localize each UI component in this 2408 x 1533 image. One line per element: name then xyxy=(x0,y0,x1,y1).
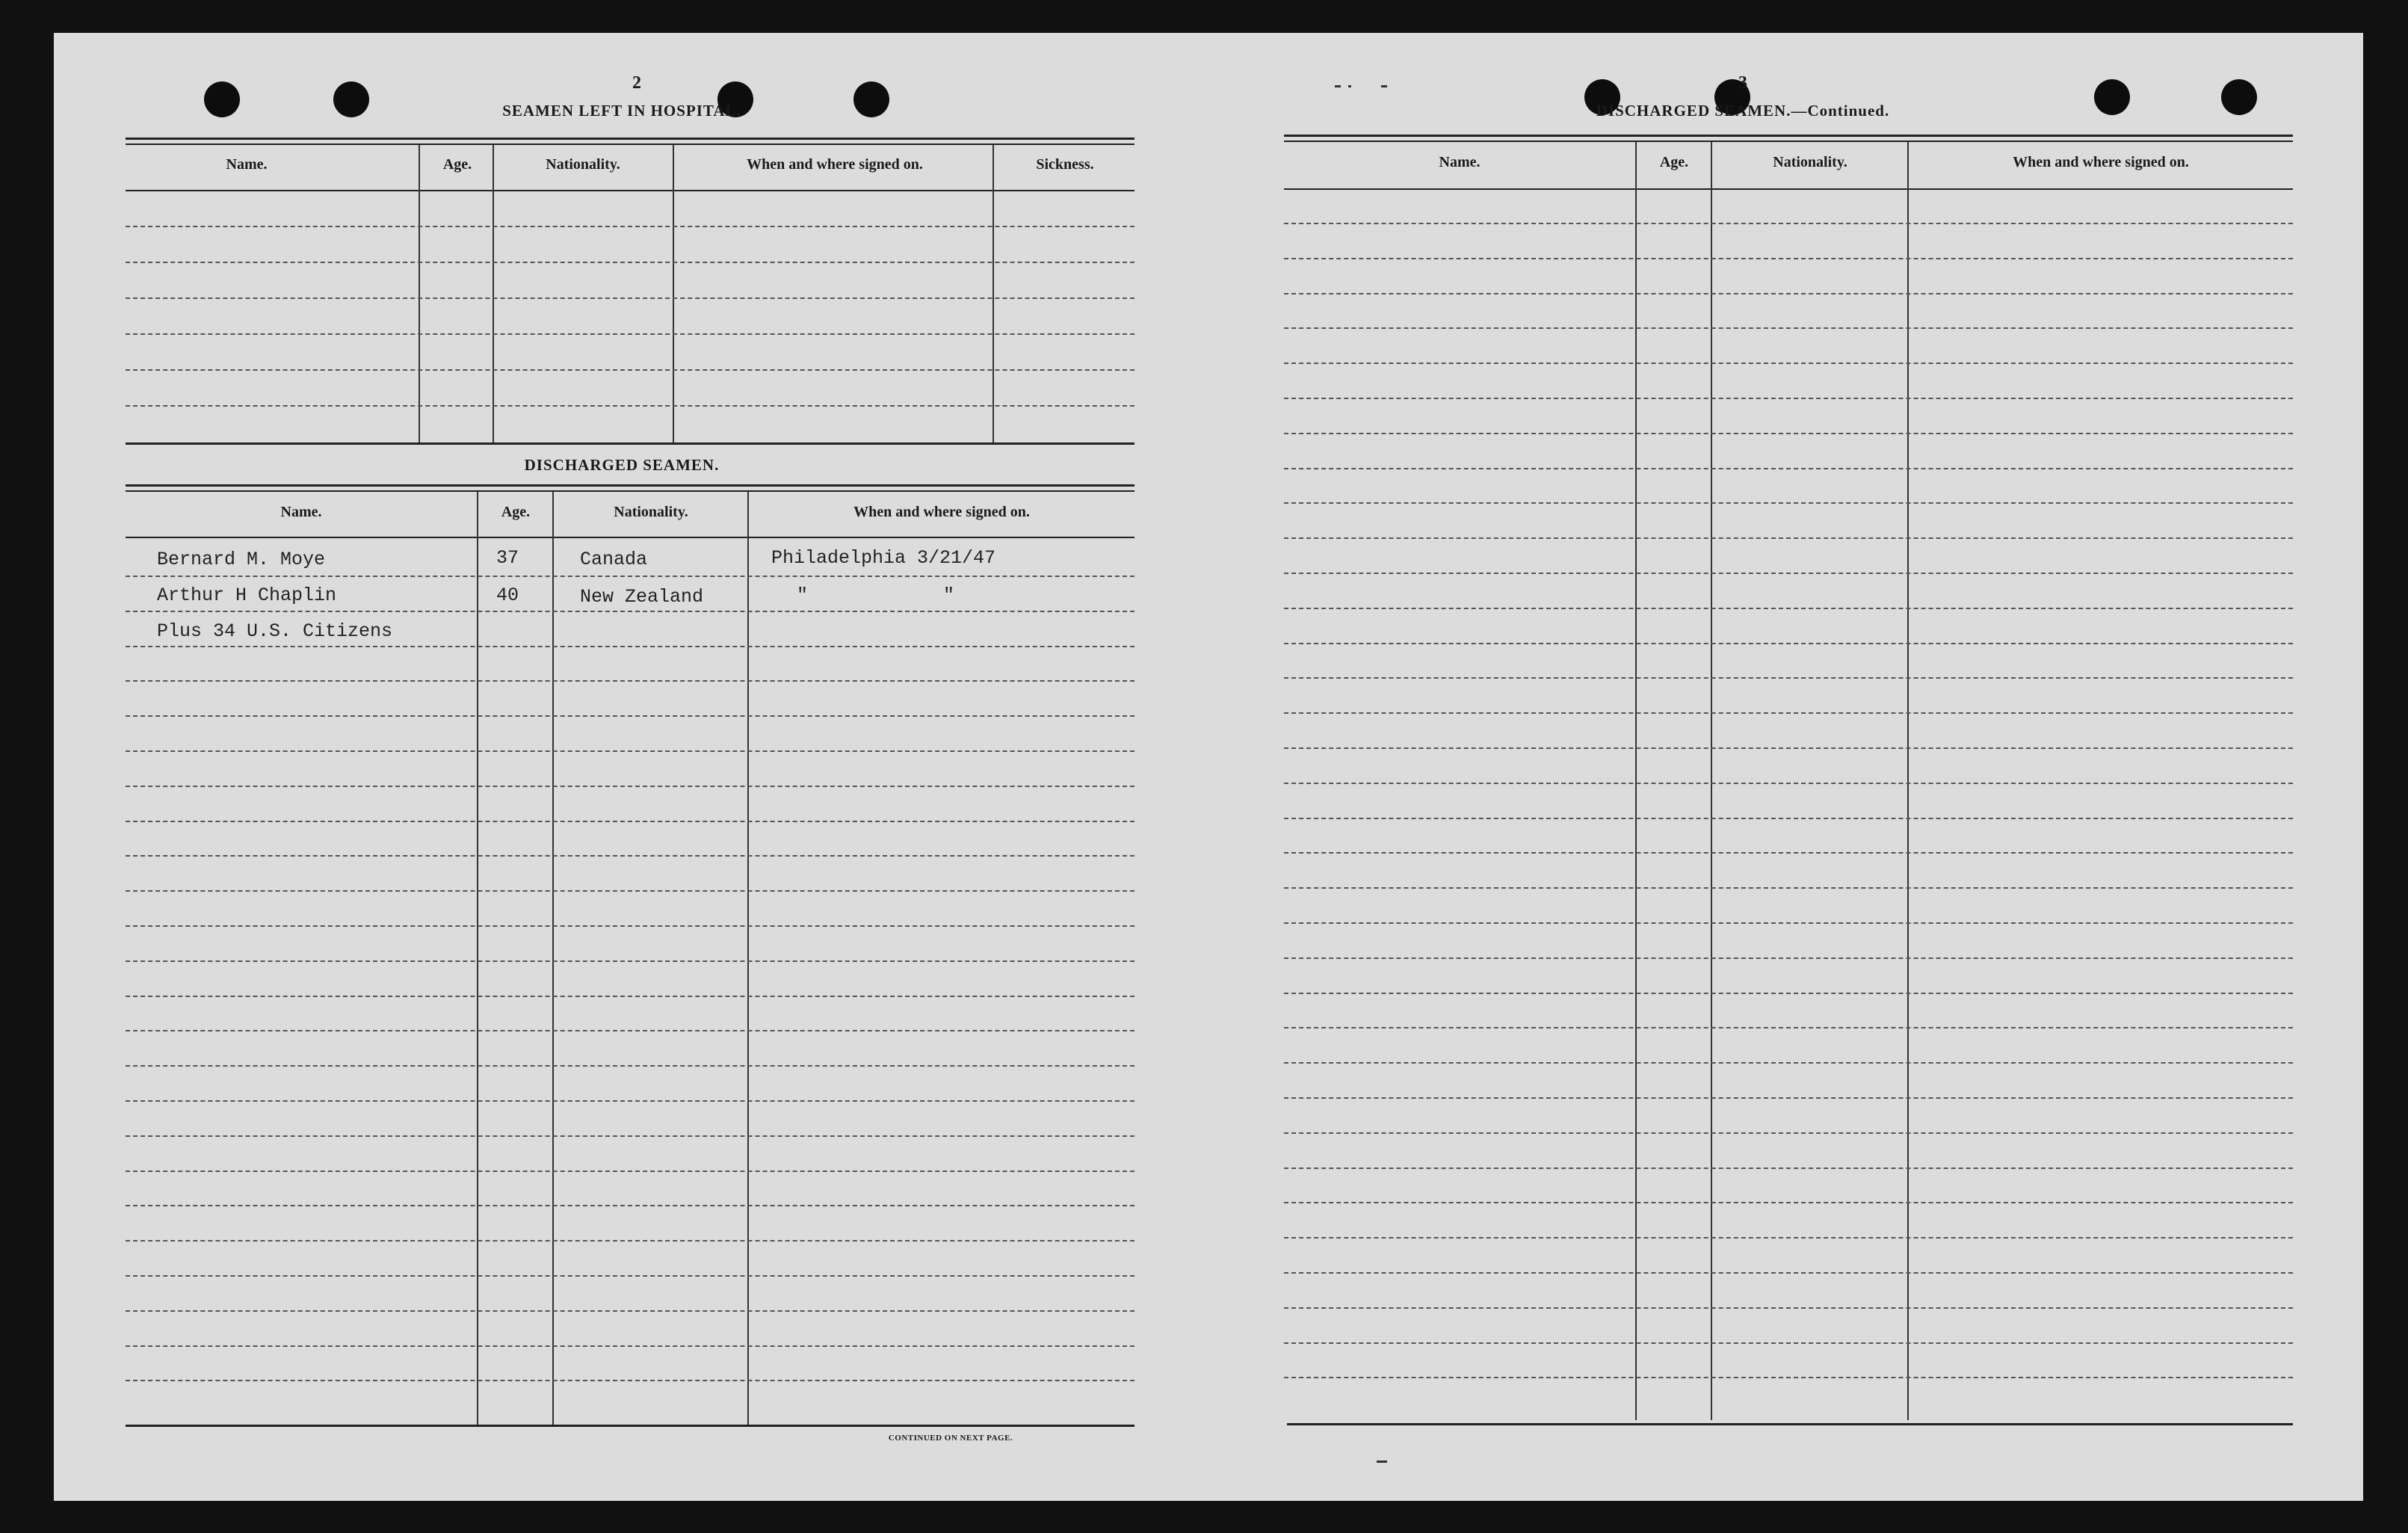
row-line xyxy=(1284,1132,2293,1134)
row-line xyxy=(126,996,1134,997)
row-line xyxy=(1284,223,2293,224)
hospital-section-title: SEAMEN LEFT IN HOSPITAL. xyxy=(502,102,741,120)
right-header-nationality: Nationality. xyxy=(1773,154,1847,170)
row-line xyxy=(1284,293,2293,294)
seaman-nationality: Canada xyxy=(580,549,648,570)
row-line xyxy=(126,1380,1134,1381)
hospital-header-signed-on: When and where signed on. xyxy=(747,156,923,173)
row-line xyxy=(1284,1097,2293,1099)
right-header-age: Age. xyxy=(1659,154,1689,170)
row-line xyxy=(126,1135,1134,1137)
row-line xyxy=(1284,1202,2293,1203)
scan-mark xyxy=(1348,85,1351,87)
row-line xyxy=(1284,993,2293,994)
seaman-signed-on: " xyxy=(797,584,809,606)
row-line xyxy=(126,715,1134,717)
hospital-header-rule xyxy=(126,190,1134,191)
row-line xyxy=(126,1170,1134,1172)
row-line xyxy=(126,1100,1134,1102)
row-line xyxy=(126,786,1134,787)
right-header-name: Name. xyxy=(1439,154,1481,170)
hospital-header-name: Name. xyxy=(226,156,268,173)
row-line xyxy=(126,680,1134,682)
row-line xyxy=(1284,1307,2293,1309)
row-line xyxy=(1284,1272,2293,1274)
discharged-header-age: Age. xyxy=(501,504,531,520)
row-line xyxy=(1284,1377,2293,1378)
row-line xyxy=(1284,852,2293,854)
row-line xyxy=(126,1275,1134,1277)
row-line xyxy=(126,855,1134,857)
punch-hole xyxy=(2094,79,2130,115)
row-line xyxy=(1284,468,2293,469)
row-line xyxy=(126,960,1134,962)
discharged-header-nationality: Nationality. xyxy=(614,504,688,520)
seaman-signed-on: Philadelphia 3/21/47 xyxy=(771,547,996,569)
seaman-name: Bernard M. Moye xyxy=(157,549,326,570)
seaman-signed-on-ditto: " xyxy=(943,584,955,606)
punch-hole xyxy=(853,81,889,117)
hospital-row-line xyxy=(126,226,1134,227)
punch-hole xyxy=(2221,79,2257,115)
row-line xyxy=(1284,363,2293,364)
row-line xyxy=(1284,1062,2293,1064)
row-line xyxy=(126,611,1134,612)
row-line xyxy=(126,1030,1134,1031)
row-line xyxy=(1284,818,2293,819)
row-line xyxy=(1284,573,2293,574)
row-line xyxy=(1284,537,2293,539)
row-line xyxy=(1284,957,2293,959)
hospital-header-nationality: Nationality. xyxy=(546,156,620,173)
hospital-row-line xyxy=(126,369,1134,371)
hospital-row-line xyxy=(126,333,1134,335)
row-line xyxy=(1284,783,2293,784)
right-header-rule xyxy=(1284,188,2293,190)
seaman-age: 40 xyxy=(496,584,519,606)
hospital-row-line xyxy=(126,262,1134,263)
row-line xyxy=(1284,502,2293,504)
scan-mark xyxy=(1377,1460,1387,1463)
row-line xyxy=(1284,608,2293,609)
right-page-number: 3 xyxy=(1738,73,1747,93)
row-line xyxy=(1284,887,2293,889)
seaman-name: Arthur H Chaplin xyxy=(157,584,337,606)
scan-mark xyxy=(1335,85,1341,87)
row-line xyxy=(126,1205,1134,1206)
row-line xyxy=(126,646,1134,647)
row-line xyxy=(1284,398,2293,399)
scan-mark xyxy=(1381,85,1387,87)
row-line xyxy=(1284,1027,2293,1028)
hospital-header-sickness: Sickness. xyxy=(1036,156,1094,173)
row-line xyxy=(126,821,1134,822)
discharged-section-title: DISCHARGED SEAMEN. xyxy=(524,456,720,474)
row-line xyxy=(1284,712,2293,714)
row-line xyxy=(1284,1342,2293,1344)
row-line xyxy=(1284,1237,2293,1239)
row-line xyxy=(1284,433,2293,434)
row-line xyxy=(126,1065,1134,1067)
discharged-bottom-rule xyxy=(126,1425,1134,1427)
row-line xyxy=(126,890,1134,892)
row-line xyxy=(1284,922,2293,924)
discharged-header-rule xyxy=(126,537,1134,538)
discharged-continued-title: DISCHARGED SEAMEN.—Continued. xyxy=(1596,102,1890,120)
right-header-signed-on: When and where signed on. xyxy=(2013,154,2189,170)
hospital-bottom-rule xyxy=(126,442,1134,445)
row-line xyxy=(126,1345,1134,1347)
row-line xyxy=(1284,258,2293,259)
right-bottom-rule xyxy=(1287,1423,2293,1425)
row-line xyxy=(1284,327,2293,329)
discharged-header-signed-on: When and where signed on. xyxy=(853,504,1030,520)
row-line xyxy=(126,925,1134,927)
left-page-number: 2 xyxy=(632,73,641,93)
row-line xyxy=(126,576,1134,577)
row-line xyxy=(126,1240,1134,1241)
document-sheet xyxy=(54,33,2363,1501)
hospital-header-age: Age. xyxy=(442,156,472,173)
row-line xyxy=(1284,643,2293,644)
hospital-top-rule xyxy=(126,138,1134,140)
seaman-age: 37 xyxy=(496,547,519,569)
row-line xyxy=(1284,1168,2293,1169)
seaman-nationality: New Zealand xyxy=(580,586,704,608)
hospital-row-line xyxy=(126,297,1134,299)
hospital-row-line xyxy=(126,405,1134,407)
row-line xyxy=(126,1310,1134,1312)
row-line xyxy=(126,750,1134,752)
punch-hole xyxy=(333,81,369,117)
continued-note: CONTINUED ON NEXT PAGE. xyxy=(888,1434,1013,1443)
row-line xyxy=(1284,747,2293,749)
row-line xyxy=(1284,677,2293,679)
seaman-name: Plus 34 U.S. Citizens xyxy=(157,620,393,642)
discharged-header-name: Name. xyxy=(280,504,322,520)
punch-hole xyxy=(204,81,240,117)
